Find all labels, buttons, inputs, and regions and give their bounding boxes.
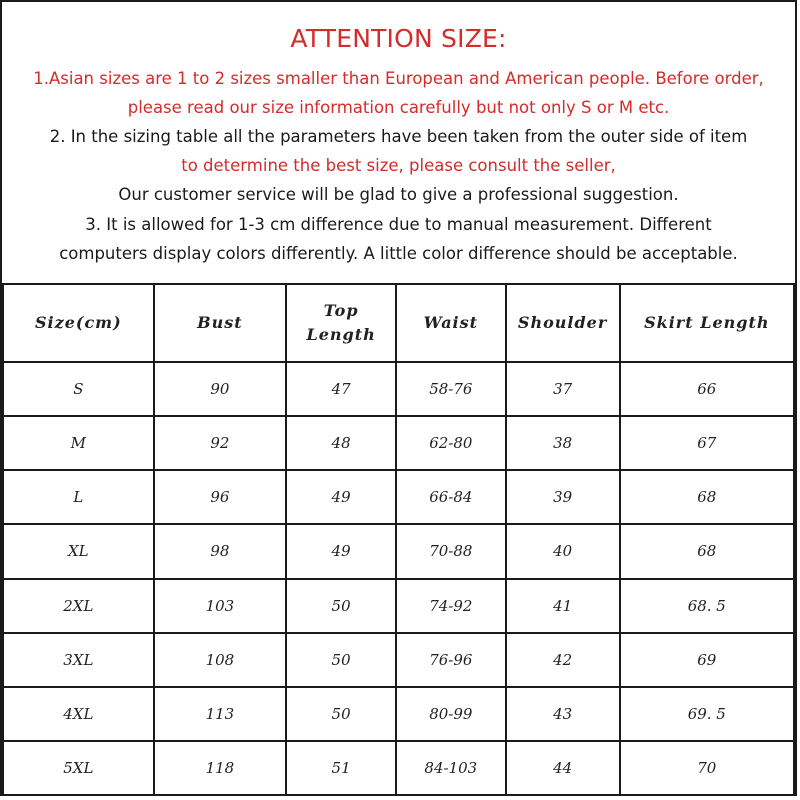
cell-top-length: 50 xyxy=(286,633,396,687)
header-bust: Bust xyxy=(154,284,287,362)
cell-waist: 66-84 xyxy=(396,470,506,524)
cell-shoulder: 41 xyxy=(506,579,620,633)
cell-waist: 62-80 xyxy=(396,416,506,470)
table-row xyxy=(3,579,794,633)
cell-waist: 76-96 xyxy=(396,633,506,687)
cell-size: 5XL xyxy=(3,741,154,795)
notice-title: ATTENTION SIZE: xyxy=(290,24,507,53)
cell-top-length: 50 xyxy=(286,687,396,741)
cell-size: S xyxy=(3,362,154,416)
cell-waist: 74-92 xyxy=(396,579,506,633)
cell-bust: 103 xyxy=(154,579,287,633)
notice-line: 3. It is allowed for 1-3 cm difference due to manual measurement. Different xyxy=(85,215,712,234)
table-row xyxy=(3,470,794,524)
header-top-length-line1: Top xyxy=(323,301,359,320)
cell-shoulder: 42 xyxy=(506,633,620,687)
cell-shoulder: 44 xyxy=(506,741,620,795)
cell-bust: 108 xyxy=(154,633,287,687)
cell-skirt-length: 66 xyxy=(620,362,794,416)
cell-size: M xyxy=(3,416,154,470)
notice-line: 1.Asian sizes are 1 to 2 sizes smaller than European and American people. Before order, xyxy=(33,69,764,88)
cell-shoulder: 40 xyxy=(506,524,620,578)
cell-top-length: 48 xyxy=(286,416,396,470)
header-skirt-length: Skirt Length xyxy=(620,284,794,362)
cell-top-length: 49 xyxy=(286,524,396,578)
notice-line: computers display colors differently. A little color difference should be acceptable. xyxy=(59,244,738,263)
cell-waist: 80-99 xyxy=(396,687,506,741)
size-notice xyxy=(2,2,795,283)
cell-size: 4XL xyxy=(3,687,154,741)
table-row xyxy=(3,362,794,416)
cell-bust: 98 xyxy=(154,524,287,578)
table-row xyxy=(3,416,794,470)
cell-skirt-length: 69 xyxy=(620,633,794,687)
header-top-length xyxy=(286,284,396,362)
cell-bust: 92 xyxy=(154,416,287,470)
header-shoulder: Shoulder xyxy=(506,284,620,362)
cell-size: L xyxy=(3,470,154,524)
cell-skirt-length: 70 xyxy=(620,741,794,795)
table-row xyxy=(3,524,794,578)
notice-line: to determine the best size, please consult the seller, xyxy=(181,156,616,175)
cell-waist: 70-88 xyxy=(396,524,506,578)
notice-line: please read our size information carefully but not only S or M etc. xyxy=(127,98,670,117)
size-rows xyxy=(3,362,794,795)
table-header-row xyxy=(3,284,794,362)
cell-shoulder: 38 xyxy=(506,416,620,470)
size-chart-table xyxy=(2,283,795,796)
notice-line: Our customer service will be glad to give a professional suggestion. xyxy=(118,185,679,204)
cell-skirt-length: 68 xyxy=(620,524,794,578)
notice-line: 2. In the sizing table all the parameters have been taken from the outer side of item xyxy=(49,127,748,146)
table-row xyxy=(3,633,794,687)
header-top-length-line2: Length xyxy=(306,325,376,344)
cell-bust: 96 xyxy=(154,470,287,524)
cell-size: 2XL xyxy=(3,579,154,633)
table-row xyxy=(3,741,794,795)
cell-skirt-length: 68. 5 xyxy=(620,579,794,633)
header-waist: Waist xyxy=(396,284,506,362)
cell-waist: 84-103 xyxy=(396,741,506,795)
cell-shoulder: 43 xyxy=(506,687,620,741)
cell-top-length: 50 xyxy=(286,579,396,633)
cell-shoulder: 39 xyxy=(506,470,620,524)
cell-size: 3XL xyxy=(3,633,154,687)
header-size: Size(cm) xyxy=(3,284,154,362)
cell-bust: 113 xyxy=(154,687,287,741)
cell-bust: 118 xyxy=(154,741,287,795)
cell-top-length: 51 xyxy=(286,741,396,795)
cell-top-length: 49 xyxy=(286,470,396,524)
cell-bust: 90 xyxy=(154,362,287,416)
cell-shoulder: 37 xyxy=(506,362,620,416)
cell-skirt-length: 69. 5 xyxy=(620,687,794,741)
cell-size: XL xyxy=(3,524,154,578)
cell-top-length: 47 xyxy=(286,362,396,416)
table-row xyxy=(3,687,794,741)
cell-skirt-length: 67 xyxy=(620,416,794,470)
cell-waist: 58-76 xyxy=(396,362,506,416)
cell-skirt-length: 68 xyxy=(620,470,794,524)
